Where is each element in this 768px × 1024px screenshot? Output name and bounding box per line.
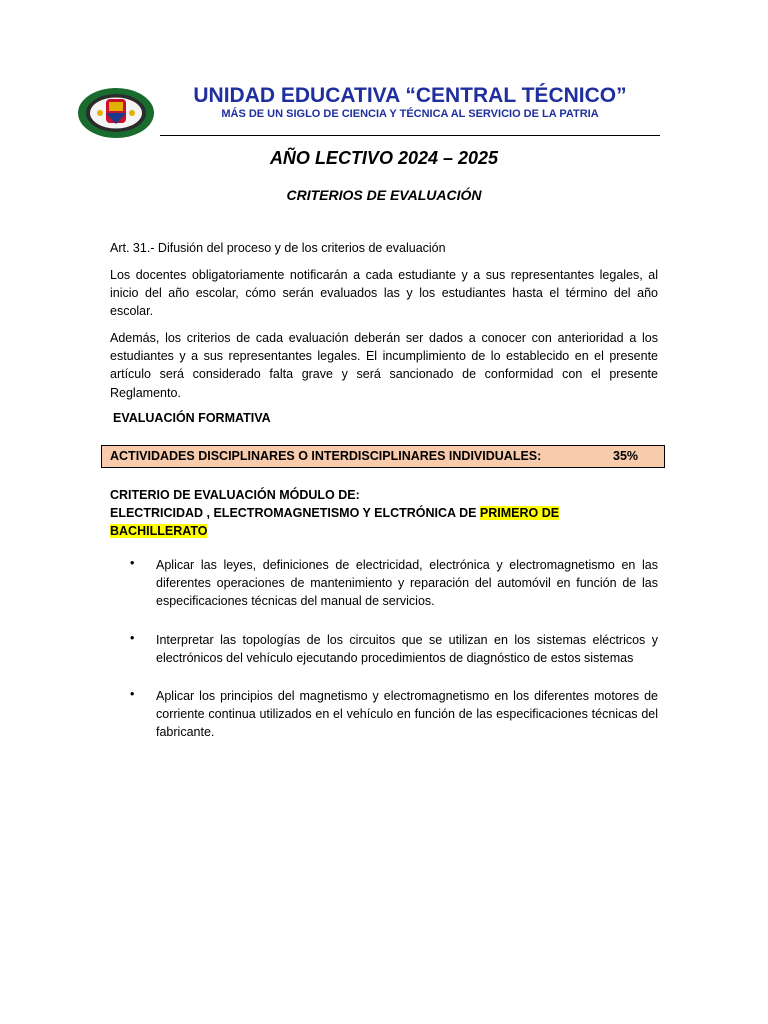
bullet-icon: • [130, 687, 135, 701]
criteria-item: Aplicar los principios del magnetismo y electromagnetismo en los diferentes motores de corriente continua utilizados en el vehículo en función de las especificaciones técnicas del fabricante. [156, 689, 658, 740]
bullet-icon: • [130, 556, 135, 570]
school-logo [76, 86, 156, 140]
module-line-2 [110, 504, 658, 522]
criteria-item: Interpretar las topologías de los circuitos que se utilizan en los sistemas eléctricos y electrónicos del vehículo ejecutando procedimientos de diagnóstico de estos sistemas [156, 633, 658, 666]
paragraph-criteria: Además, los criterios de cada evaluación deberán ser dados a conocer con anterioridad a los estudiantes y a sus representantes legales. El incumplimiento de lo establecido en el presente artículo será considerado falta grave y será sancionado de conformidad con el presente Reglamento. [110, 331, 658, 400]
school-motto: MÁS DE UN SIGLO DE CIENCIA Y TÉCNICA AL SERVICIO DE LA PATRIA [221, 108, 599, 120]
module-line-3 [110, 522, 658, 540]
module-level-highlight-2: BACHILLERATO [110, 524, 208, 539]
criteria-title: CRITERIOS DE EVALUACIÓN [286, 187, 482, 203]
activity-weight-box [101, 445, 665, 468]
academic-year-title: AÑO LECTIVO 2024 – 2025 [269, 148, 499, 168]
module-line-1: CRITERIO DE EVALUACIÓN MÓDULO DE: [110, 488, 360, 502]
formative-evaluation-heading: EVALUACIÓN FORMATIVA [113, 411, 271, 425]
module-criteria-heading [110, 486, 658, 541]
module-subject: ELECTRICIDAD , ELECTROMAGNETISMO Y ELCTRÓNICA DE [110, 506, 480, 521]
activity-label: ACTIVIDADES DISCIPLINARES O INTERDISCIPLINARES INDIVIDUALES: [110, 449, 542, 463]
school-seal-icon [76, 86, 156, 140]
criteria-item: Aplicar las leyes, definiciones de electricidad, electrónica y electromagnetismo en las diferentes operaciones de mantenimiento y reparación del automóvil en función de las especificaciones técnicas del manual de servicios. [156, 558, 658, 609]
module-level-highlight: PRIMERO DE [479, 506, 560, 521]
paragraph-notification: Los docentes obligatoriamente notificarán a cada estudiante y a sus representantes legales, al inicio del año escolar, cómo serán evaluados las y los estudiantes hasta el término del año escolar. [110, 268, 658, 319]
article-heading: Art. 31.- Difusión del proceso y de los criterios de evaluación [110, 241, 446, 255]
header-divider [160, 135, 660, 136]
bullet-icon: • [130, 631, 135, 645]
activity-percent: 35% [613, 449, 639, 463]
school-name: UNIDAD EDUCATIVA “CENTRAL TÉCNICO” [193, 84, 627, 107]
